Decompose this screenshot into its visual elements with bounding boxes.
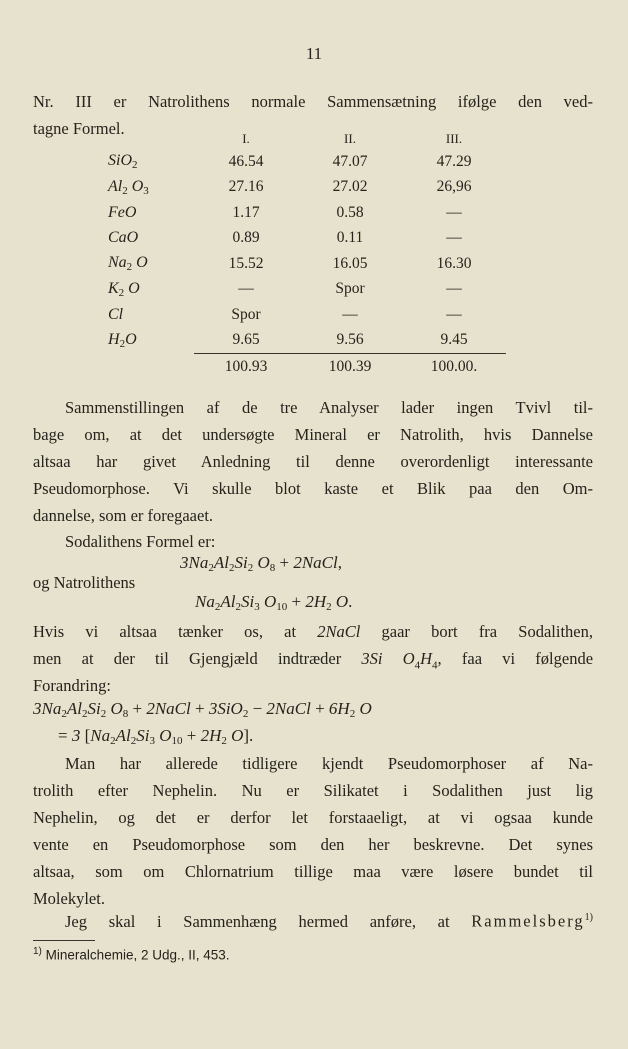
paragraph-3-line: Molekylet. [33, 889, 105, 908]
sodalite-intro: Sodalithens Formel er: [65, 532, 216, 551]
natrolite-label: og Natrolithens [33, 573, 136, 592]
table-row [108, 200, 506, 226]
footnote-ref: 1) [584, 912, 593, 923]
table-cell: Spor [231, 305, 261, 323]
formula-change-1: $3Na_2Al_2Si_2$ $O_8$ + 2NaCl + 3SiO$_2$ − 2NaCl + $6H_2$ O [33, 699, 372, 720]
analysis-table [108, 129, 506, 380]
paragraph-3-line: Man har allerede tidligere kjendt Pseudomorphoser af Na- [65, 754, 593, 773]
table-cell: — [342, 305, 358, 323]
paragraph-1-line: altsaa har givet Anledning til denne overordenligt interessante [33, 452, 593, 471]
table-row [108, 302, 506, 328]
paragraph-2-line-3: Forandring: [33, 676, 111, 695]
table-cell: 47.29 [436, 152, 472, 170]
table-row [108, 149, 506, 175]
column-header: III. [445, 131, 463, 146]
compound-k2o: $K_2$ O [108, 279, 140, 299]
footnote-rule [33, 940, 95, 941]
total-cell: 100.39 [298, 354, 402, 381]
table-cell: 16.30 [436, 254, 472, 272]
table-cell: 0.89 [232, 229, 260, 247]
paragraph-3-line: trolith efter Nephelin. Nu er Silikatet i Sodalithen just lig [33, 781, 593, 800]
last-line: Jeg skal i Sammenhæng hermed anføre, at Rammelsberg$^{1)}$ [65, 911, 593, 931]
formula-sio4h4-inline: 3Si $O_4H_4$ [361, 649, 438, 672]
compound-cao: CaO [108, 229, 139, 247]
paragraph-2-line-2: men at der til Gjengjæld indtræder 3Si $O_4H_4$, faa vi følgende [33, 649, 594, 672]
paragraph-1-line: bage om, at det undersøgte Mineral er Natrolith, hvis Dannelse [33, 425, 593, 444]
table-cell: — [446, 203, 462, 221]
table-cell: — [446, 229, 462, 247]
table-cell: 0.58 [336, 203, 364, 221]
paragraph-1-line: dannelse, som er foregaaet. [33, 506, 214, 525]
intro-line-1: Nr. III er Natrolithens normale Sammensætning ifølge den ved- [33, 92, 593, 111]
author-name: Rammelsberg [471, 911, 585, 931]
paragraph-3-line: vente en Pseudomorphose som den her beskrevne. Det synes [33, 835, 593, 854]
table-header-row [108, 129, 506, 149]
table-cell: 15.52 [228, 254, 264, 272]
paragraph-3-line: Nephelin, og det er derfor let forstaaeligt, at vi ogsaa kunde [33, 808, 593, 827]
compound-cl: Cl [108, 305, 124, 323]
paragraph-1-line: Sammenstillingen af de tre Analyser lader ingen Tvivl til- [65, 398, 593, 417]
table-cell: — [446, 305, 462, 323]
table-cell: 9.45 [440, 331, 468, 349]
table-row [108, 277, 506, 303]
total-cell: 100.93 [194, 354, 298, 381]
column-header: II. [344, 131, 356, 146]
table-row [108, 226, 506, 252]
paragraph-2-line-1: Hvis vi altsaa tænker os, at 2NaCl gaar bort fra Sodalithen, [33, 622, 593, 641]
table-cell: 9.56 [336, 331, 364, 349]
table-cell: 1.17 [232, 203, 260, 221]
page-number: 11 [305, 44, 323, 63]
formula-change-2: = 3 [$Na_2Al_2Si_3$ $O_{10} + 2H_2$ O]. [58, 726, 254, 747]
paragraph-1-line: Pseudomorphose. Vi skulle blot kaste et Blik paa den Om- [33, 479, 593, 498]
table-totals-row [108, 354, 506, 381]
table-cell: 26,96 [436, 178, 472, 196]
footnote: $^{1)}$ Mineralchemie, 2 Udg., II, 453. [33, 946, 230, 963]
table-row [108, 328, 506, 354]
compound-sio2: SiO$_2$ [108, 152, 138, 172]
table-row [108, 251, 506, 277]
formula-natrolite: $Na_2Al_2Si_3$ $O_{10} + 2H_2$ O. [195, 592, 353, 613]
table-cell: 47.07 [332, 152, 368, 170]
compound-h2o: $H_2O$ [108, 331, 137, 350]
compound-feo: FeO [108, 203, 137, 221]
formula-nacl-inline: 2NaCl [317, 622, 361, 641]
table-cell: 27.16 [228, 178, 264, 196]
formula-sodalite: $3Na_2Al_2Si_2$ $O_8$ + 2NaCl, [180, 553, 342, 574]
table-cell: 0.11 [336, 229, 364, 247]
table-cell: — [238, 280, 254, 298]
column-header: I. [242, 131, 250, 146]
table-cell: 16.05 [332, 254, 368, 272]
intro-line-2: tagne Formel. [33, 119, 125, 138]
table-cell: Spor [335, 280, 365, 298]
compound-al2o3: $Al_2$ $O_3$ [108, 177, 149, 197]
compound-na2o: $Na_2$ O [108, 254, 148, 274]
table-cell: 9.65 [232, 331, 260, 349]
table-cell: 46.54 [228, 152, 264, 170]
table-cell: — [446, 280, 462, 298]
table-cell: 27.02 [332, 178, 368, 196]
total-cell: 100.00. [402, 354, 506, 381]
table-row [108, 175, 506, 201]
paragraph-3-line: altsaa, som om Chlornatrium tillige maa være løsere bundet til [33, 862, 593, 881]
